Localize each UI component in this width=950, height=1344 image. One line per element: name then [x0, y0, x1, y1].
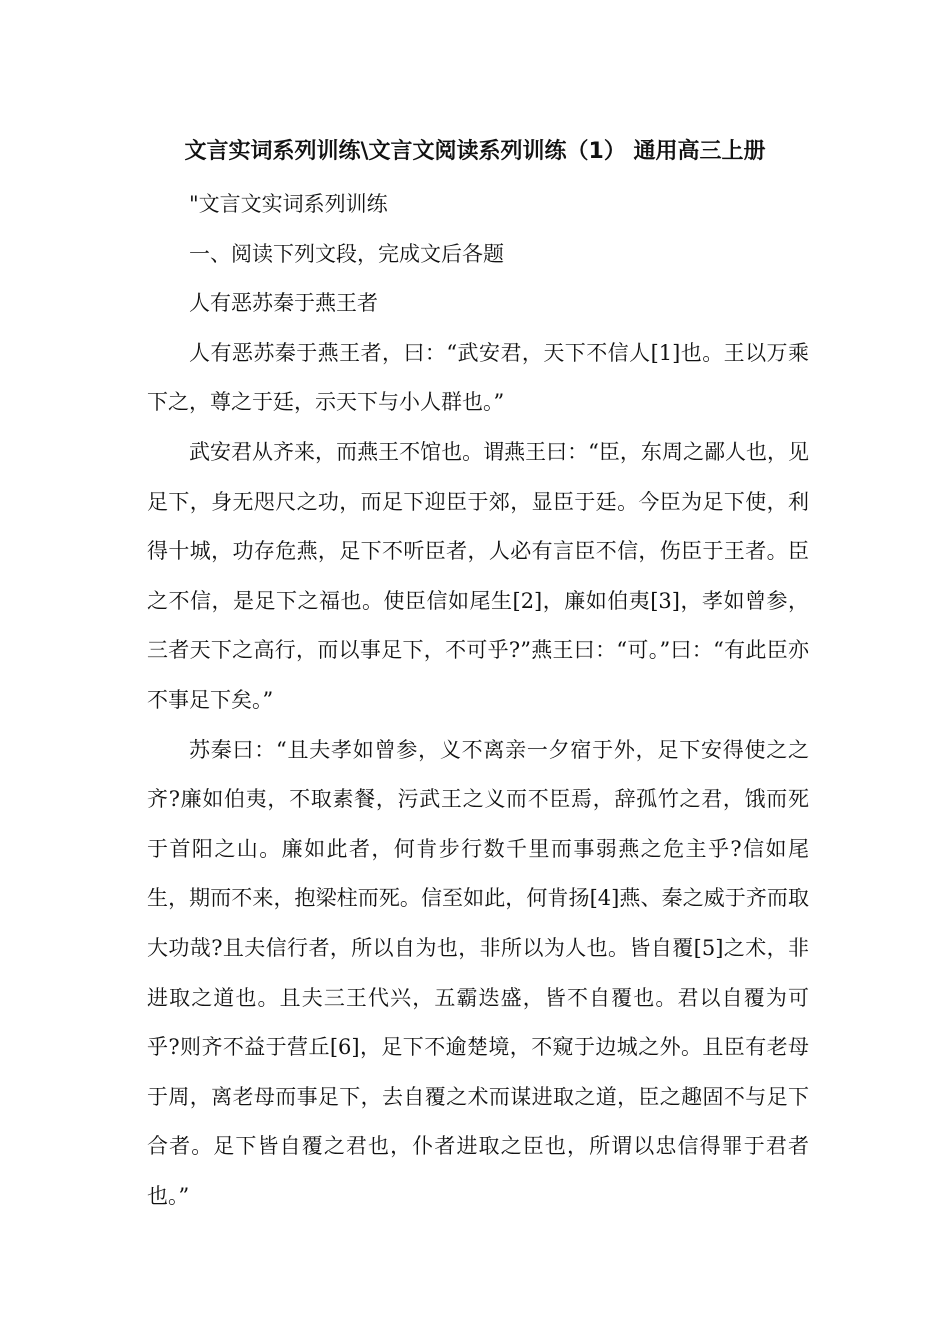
exercise-instruction: 一、阅读下列文段，完成文后各题 [189, 241, 504, 266]
section-heading: "文言文实词系列训练 [189, 192, 388, 216]
passage-paragraph: 武安君从齐来，而燕王不馆也。谓燕王曰：“臣，东周之鄙人也，见足下，身无咫尺之功，而足下迎臣于郊，显臣于廷。今臣为足下使，利得十城，功存危燕，足下不听臣者，人必有言臣不信，伤臣于王者。臣之不信，是足下之福也。使臣信如尾生[2]，廉如伯夷[3]，孝如曾参，三者天下之高行，而以事足下，不可乎?”燕王曰：“可。”曰：“有此臣亦不事足下矣。” [147, 439, 809, 712]
document-title: 文言实词系列训练\文言文阅读系列训练（1） 通用高三上册 [184, 139, 766, 164]
passage-paragraph: 人有恶苏秦于燕王者，曰：“武安君，天下不信人[1]也。王以万乘下之，尊之于廷，示天下与小人群也。” [147, 340, 809, 415]
passage-paragraph: 苏秦曰：“且夫孝如曾参，义不离亲一夕宿于外，足下安得使之之齐?廉如伯夷，不取素餐，污武王之义而不臣焉，辞孤竹之君，饿而死于首阳之山。廉如此者，何肯步行数千里而事弱燕之危主乎?信如尾生，期而不来，抱梁柱而死。信至如此，何肯扬[4]燕、秦之威于齐而取大功哉?且夫信行者，所以自为也，非所以为人也。皆自覆[5]之术，非进取之道也。且夫三王代兴，五霸迭盛，皆不自覆也。君以自覆为可乎?则齐不益于营丘[6]，足下不逾楚境，不窥于边城之外。且臣有老母于周，离老母而事足下，去自覆之术而谋进取之道，臣之趣固不与足下合者。足下皆自覆之君也，仆者进取之臣也，所谓以忠信得罪于君者也。” [147, 737, 809, 1208]
document-body [147, 180, 809, 1221]
passage-title: 人有恶苏秦于燕王者 [189, 291, 378, 316]
